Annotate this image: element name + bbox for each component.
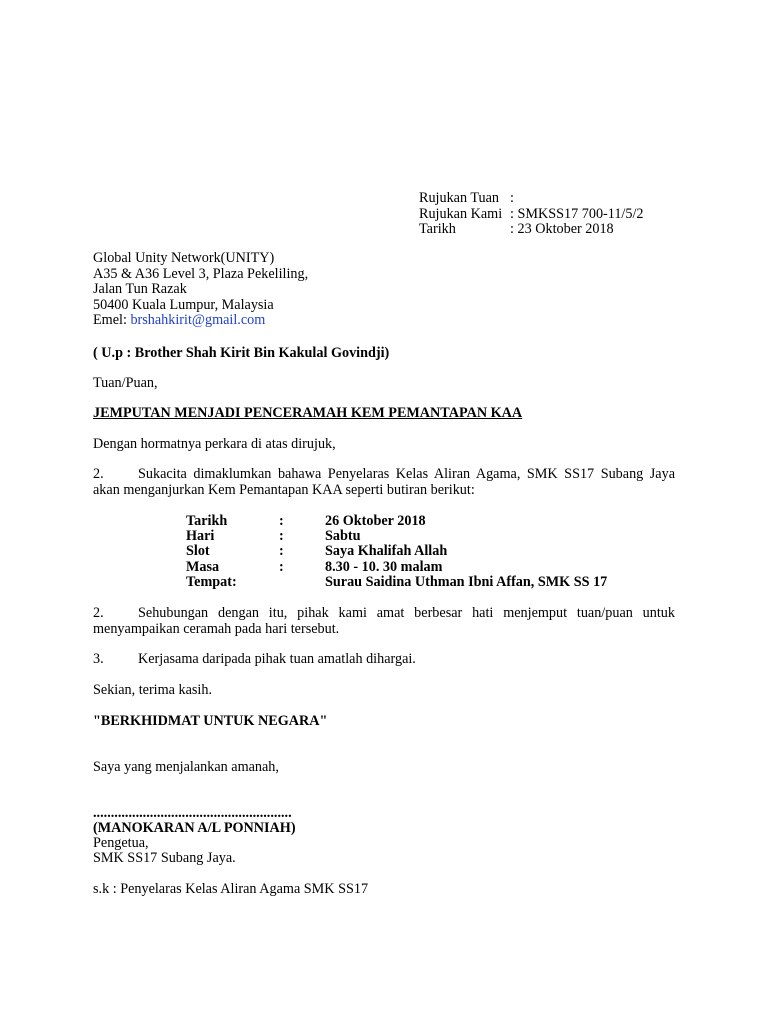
detail-row [186,544,607,559]
detail-sep: : [279,528,284,545]
signer-org: SMK SS17 Subang Jaya. [93,850,236,866]
detail-sep: : [279,513,284,529]
salutation: Tuan/Puan, [93,375,158,391]
detail-sep: : [279,543,284,560]
signer-title: Pengetua, [93,835,149,851]
closing-line: Sekian, terima kasih. [93,682,212,698]
paragraph-number: 2. [93,466,104,482]
recipient-address-line: Jalan Tun Razak [93,281,187,297]
paragraph-text: Kerjasama daripada pihak tuan amatlah dihargai. [138,651,416,667]
sign-off: Saya yang menjalankan amanah, [93,759,279,775]
paragraph-number: 3. [93,651,104,667]
email-label: Emel: [93,312,131,328]
reference-label: Tarikh [419,221,456,237]
motto: "BERKHIDMAT UNTUK NEGARA" [93,713,328,729]
recipient-address-line: 50400 Kuala Lumpur, Malaysia [93,296,274,313]
detail-row [186,575,607,590]
recipient-address-line: A35 & A36 Level 3, Plaza Pekeliling, [93,265,309,282]
attention-line: ( U.p : Brother Shah Kirit Bin Kakulal Govindji) [93,345,390,361]
signer-name: (MANOKARAN A/L PONNIAH) [93,820,296,836]
reference-value: : 23 Oktober 2018 [510,221,614,237]
reference-row [419,222,644,238]
detail-row [186,529,607,544]
reference-block [419,191,644,238]
opening-line: Dengan hormatnya perkara di atas dirujuk, [93,436,336,452]
cc-line: s.k : Penyelaras Kelas Aliran Agama SMK SS17 [93,881,369,897]
subject-heading: JEMPUTAN MENJADI PENCERAMAH KEM PEMANTAPAN KAA [93,405,523,421]
paragraph-2 [93,467,675,498]
detail-key: Hari [186,528,215,545]
recipient-address [93,251,308,329]
detail-value: Surau Saidina Uthman Ibni Affan, SMK SS 17 [325,573,608,590]
reference-value: : [510,190,514,206]
reference-row [419,191,644,207]
reference-value: : SMKSS17 700-11/5/2 [510,205,644,222]
detail-sep: : [279,558,284,575]
recipient-org: Global Unity Network(UNITY) [93,250,275,266]
detail-row [186,560,607,575]
detail-value: 26 Oktober 2018 [325,513,426,529]
paragraph-text: Sukacita dimaklumkan bahawa Penyelaras Kelas Aliran Agama, SMK SS17 Subang Jaya akan menganjurkan Kem Pemantapan KAA seperti butiran berikut: [93,466,675,498]
signature-line: ........................................................ [93,805,292,821]
detail-value: Saya Khalifah Allah [325,543,448,560]
paragraph-3 [93,606,675,637]
detail-row [186,514,607,529]
paragraph-text: Sehubungan dengan itu, pihak kami amat berbesar hati menjemput tuan/puan untuk menyampaikan ceramah pada hari tersebut. [93,605,675,637]
paragraph-4 [93,652,675,668]
detail-key: Slot [186,543,210,560]
reference-label: Rujukan Tuan [419,190,500,206]
reference-label: Rujukan Kami [419,205,503,222]
reference-row [419,207,644,223]
detail-value: Sabtu [325,528,361,545]
detail-value: 8.30 - 10. 30 malam [325,558,443,575]
detail-key: Tarikh [186,513,228,529]
detail-key: Tempat: [186,573,237,590]
email-link[interactable]: brshahkirit@gmail.com [130,312,266,328]
detail-key: Masa [186,558,220,575]
event-details [186,514,607,590]
paragraph-number: 2. [93,605,104,621]
recipient-email-line [93,313,308,329]
